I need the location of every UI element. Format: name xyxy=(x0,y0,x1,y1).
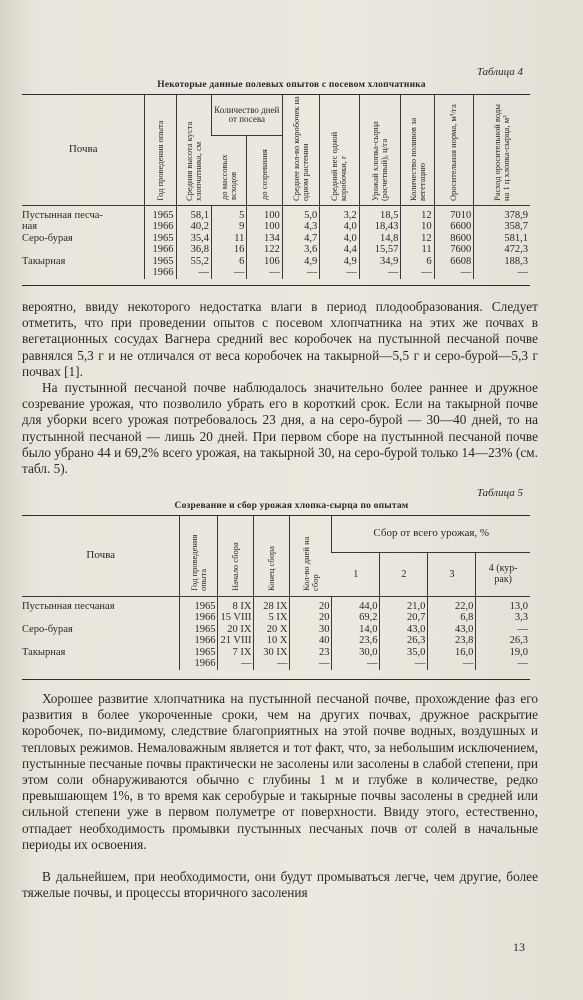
t4-row xyxy=(22,256,530,268)
paragraph-2: На пустынной песчаной почве наблюдалось значительно более раннее и дружное созревание урожая, что позволило убрать его в короткий срок. Если на такырной почве для уборки всего урожая потребовалось 23 дня, а на серо-бурой — 30—40 дней, то на пустынной песчаной — лишь 20 дней. При первом сборе на пустынной песчаной почве было убрано 44 и 69,2% всего урожая, на такырной 30, на серо-бурой только 14—23% (см. табл. 5). xyxy=(22,380,538,477)
t4-cell: 7600 xyxy=(434,244,474,256)
t5-cell: Такырная xyxy=(22,646,66,658)
t5-cell: 35,0 xyxy=(380,647,428,659)
t5-cell: 22,0 xyxy=(428,596,476,612)
t4-cell: 100 xyxy=(247,221,282,233)
t4-cell: 4,3 xyxy=(282,221,319,233)
t4-cell: 188,3 xyxy=(474,256,530,268)
t4-cell: — xyxy=(320,267,360,279)
table5-caption: Таблица 5 xyxy=(476,487,523,499)
t4-cell: 9 xyxy=(211,221,246,233)
t4-cell: 11 xyxy=(211,233,246,245)
t5-cell: 1965 xyxy=(180,624,218,636)
t4-cell: 358,7 xyxy=(474,221,530,233)
table5-title: Созревание и сбор урожая хлопка-сырца по опытам xyxy=(174,501,409,511)
t5-cell: 43,0 xyxy=(380,624,428,636)
t4-cell: — xyxy=(359,267,401,279)
t4-cell: 100 xyxy=(247,205,282,221)
t5-header-end: Конец сбора xyxy=(266,545,277,591)
t5-cell: 23,6 xyxy=(332,635,380,647)
t5-header-group: Сбор от всего урожая, % xyxy=(332,516,530,552)
t4-cell: 378,9 xyxy=(474,205,530,221)
t5-cell: — xyxy=(428,658,476,670)
t4-row xyxy=(22,233,530,245)
t4-cell: 4,0 xyxy=(320,233,360,245)
t4-cell: 6 xyxy=(401,256,434,268)
t5-cell: 13,0 xyxy=(476,596,530,612)
t4-cell: — xyxy=(434,267,474,279)
t4-cell: — xyxy=(211,267,246,279)
t5-cell: 7 IX xyxy=(218,647,254,659)
t4-cell: 18,5 xyxy=(359,205,401,221)
t4-cell: 3,2 xyxy=(320,205,360,221)
t5-header-start: Начало сбора xyxy=(230,541,241,591)
t5-cell: 5 IX xyxy=(254,612,290,624)
t5-cell: — xyxy=(476,624,530,636)
t5-cell: 19,0 xyxy=(476,647,530,659)
t4-cell: 5,0 xyxy=(282,205,319,221)
t4-cell: 1965 xyxy=(145,205,176,221)
t4-cell: 10 xyxy=(401,221,434,233)
t5-cell: — xyxy=(380,658,428,670)
t4-cell: 12 xyxy=(401,205,434,221)
t4-cell: — xyxy=(176,267,211,279)
t5-cell: 16,0 xyxy=(428,647,476,659)
t5-header-c1: 1 xyxy=(332,552,380,596)
t4-cell: 1966 xyxy=(145,244,176,256)
t4-cell: 134 xyxy=(247,233,282,245)
t4-cell: 5 xyxy=(211,205,246,221)
t4-header-yield: Урожай хлопка-сырца (расчетный), ц/га xyxy=(370,121,390,202)
t4-cell: — xyxy=(247,267,282,279)
t4-header-soil: Почва xyxy=(22,95,145,205)
t5-row xyxy=(22,596,530,612)
t4-cell: — xyxy=(474,267,530,279)
t5-cell: 40 xyxy=(290,635,332,647)
t4-cell: 15,57 xyxy=(359,244,401,256)
t4-header-irrigations: Количество поливов за вегетацию xyxy=(407,118,427,202)
t4-row xyxy=(22,221,530,233)
t5-cell xyxy=(22,635,180,647)
t4-cell: 35,4 xyxy=(176,233,211,245)
t4-cell: 4,7 xyxy=(282,233,319,245)
t5-cell: 14,0 xyxy=(332,624,380,636)
t4-cell: Серо-бурая xyxy=(22,232,73,244)
t4-cell: 581,1 xyxy=(474,233,530,245)
t5-cell: 69,2 xyxy=(332,612,380,624)
t4-cell: 18,43 xyxy=(359,221,401,233)
t4-cell: 106 xyxy=(247,256,282,268)
t5-cell: 20 xyxy=(290,612,332,624)
t5-row xyxy=(22,612,530,624)
t5-cell xyxy=(22,658,180,670)
t5-cell: 21 VIII xyxy=(218,635,254,647)
t4-cell: 6608 xyxy=(434,256,474,268)
t4-cell xyxy=(22,244,145,256)
t5-cell: 20 X xyxy=(254,624,290,636)
t4-cell: ная xyxy=(22,221,38,232)
page-number: 13 xyxy=(513,940,525,954)
t4-header-sprouts: до массовых всходов xyxy=(218,154,238,200)
t5-header-c3: 3 xyxy=(428,552,476,596)
t4-cell: 11 xyxy=(401,244,434,256)
table5-bottom-rule xyxy=(22,679,530,680)
t4-header-days-group: Количество дней от посева xyxy=(211,95,282,135)
t4-cell: 1965 xyxy=(145,233,176,245)
t4-cell: 4,4 xyxy=(320,244,360,256)
t5-cell: — xyxy=(218,658,254,670)
t4-cell: 122 xyxy=(247,244,282,256)
t5-cell: — xyxy=(254,658,290,670)
t5-header-c2: 2 xyxy=(380,552,428,596)
t4-cell: 472,3 xyxy=(474,244,530,256)
t4-cell: 4,9 xyxy=(282,256,319,268)
t4-cell: 6600 xyxy=(434,221,474,233)
t5-cell: 20 xyxy=(290,596,332,612)
t5-cell: 1966 xyxy=(180,658,218,670)
t4-cell: 16 xyxy=(211,244,246,256)
t5-cell: 21,0 xyxy=(380,596,428,612)
table5 xyxy=(22,516,530,670)
t4-row xyxy=(22,267,530,279)
t5-cell: Серо-бурая xyxy=(22,623,73,635)
t5-cell: 3,3 xyxy=(476,612,530,624)
t5-cell: — xyxy=(332,658,380,670)
t4-cell: — xyxy=(282,267,319,279)
t4-cell: 1966 xyxy=(145,221,176,233)
t4-header-ripening: до созревания xyxy=(259,149,270,200)
t5-row xyxy=(22,647,530,659)
paragraph-1: вероятно, ввиду некоторого недостатка влаги в период плодообразования. Следует отметить, что при проведении опытов с посевом хлопчатника на этих же почвах в вегетационных сосудах Вагнера средний вес коробочек на пустынной песчаной почве равнялся 5,3 г и не отличался от веса коробочек на такырной—5,5 г и серо-бурой—5,3 г почвах [1]. xyxy=(22,299,538,379)
t5-header-c4: 4 (кур- рак) xyxy=(476,552,530,596)
t5-cell: 8 IX xyxy=(218,596,254,612)
t4-header-water: Расход оросительной воды на 1 ц хлопка-сырца, м³ xyxy=(492,104,512,202)
t4-header-height: Средняя высота куста хлопчатника, см xyxy=(183,121,203,202)
t5-header-days: Кол-во дней на сбор xyxy=(300,536,320,591)
table4-bottom-rule xyxy=(22,285,530,286)
t4-cell: 34,9 xyxy=(359,256,401,268)
t4-cell: 3,6 xyxy=(282,244,319,256)
t5-cell: 43,0 xyxy=(428,624,476,636)
t5-row xyxy=(22,624,530,636)
t4-row xyxy=(22,244,530,256)
t4-cell xyxy=(22,267,145,279)
t5-cell: 10 X xyxy=(254,635,290,647)
t4-cell: 4,9 xyxy=(320,256,360,268)
t4-cell: 58,1 xyxy=(176,205,211,221)
t4-cell: 8600 xyxy=(434,233,474,245)
t5-cell: 1965 xyxy=(180,647,218,659)
t4-cell: — xyxy=(401,267,434,279)
t4-cell: 14,8 xyxy=(359,233,401,245)
t4-cell: 1965 xyxy=(145,256,176,268)
t5-cell: 28 IX xyxy=(254,596,290,612)
t5-cell: 6,8 xyxy=(428,612,476,624)
t4-header-weight: Средний вес одной коробочки, г xyxy=(329,132,349,202)
t4-cell: Такырная xyxy=(22,255,66,267)
t4-cell: Пустынная песча- xyxy=(22,209,103,221)
t4-cell: 1966 xyxy=(145,267,176,279)
t4-header-year: Год проведения опыта xyxy=(154,120,165,202)
t5-cell: 30 xyxy=(290,624,332,636)
t4-header-norm: Оросительная норма, м³/га xyxy=(448,104,459,202)
t5-cell: 1965 xyxy=(180,596,218,612)
t4-cell: 6 xyxy=(211,256,246,268)
t5-cell xyxy=(22,612,180,624)
t5-row xyxy=(22,635,530,647)
t5-cell: 15 VIII xyxy=(218,612,254,624)
t5-cell: 30 IX xyxy=(254,647,290,659)
t5-cell: — xyxy=(290,658,332,670)
t5-cell: — xyxy=(476,658,530,670)
t5-cell: 20,7 xyxy=(380,612,428,624)
paragraph-3: Хорошее развитие хлопчатника на пустынной песчаной почве, прохождение фаз его развития в более укороченные сроки, чем на других почвах, дружное раскрытие коробочек, по-видимому, следствие благоприятных на этой почве водных, воздушных и тепловых режимов. Немаловажным является и тот факт, что, за небольшим исключением, пустынные песчаные почвы практически не засолены или засолены в слабой степени, при этом соли обнаруживаются обычно с глубины 1 м и глубже в количестве, редко превышающем 1%, в то время как серобурые и такырные почвы засолены в средней или сильной степени уже в первом полуметре от поверхности. Ввиду этого, естественно, отпадает необходимость промывки пустынных песчаных почв от солей в начальные периоды их освоения. xyxy=(22,691,538,852)
t5-cell: Пустынная песчаная xyxy=(22,600,115,612)
t5-header-year: Год проведения опыта xyxy=(188,534,208,591)
table4-title: Некоторые данные полевых опытов с посевом хлопчатника xyxy=(157,80,426,90)
t4-cell: 7010 xyxy=(434,205,474,221)
t4-cell: 55,2 xyxy=(176,256,211,268)
t4-row xyxy=(22,205,530,221)
t4-cell: 36,8 xyxy=(176,244,211,256)
t5-cell: 23,8 xyxy=(428,635,476,647)
t4-cell: 4,0 xyxy=(320,221,360,233)
t5-row xyxy=(22,658,530,670)
t5-cell: 44,0 xyxy=(332,596,380,612)
table4 xyxy=(22,95,530,279)
t5-header-soil: Почва xyxy=(22,516,180,596)
t4-cell: 40,2 xyxy=(176,221,211,233)
paragraph-4: В дальнейшем, при необходимости, они будут промываться легче, чем другие, более тяжелые почвы, и процессы вторичного засоления xyxy=(22,869,538,901)
t4-header-bolls: Среднее кол-во коробочек на одном растении xyxy=(290,96,310,202)
table4-caption: Таблица 4 xyxy=(476,66,523,78)
t5-cell: 30,0 xyxy=(332,647,380,659)
t4-cell: 12 xyxy=(401,233,434,245)
t5-cell: 26,3 xyxy=(476,635,530,647)
t5-cell: 20 IX xyxy=(218,624,254,636)
t5-cell: 1966 xyxy=(180,635,218,647)
t5-cell: 26,3 xyxy=(380,635,428,647)
t5-cell: 23 xyxy=(290,647,332,659)
t5-cell: 1966 xyxy=(180,612,218,624)
